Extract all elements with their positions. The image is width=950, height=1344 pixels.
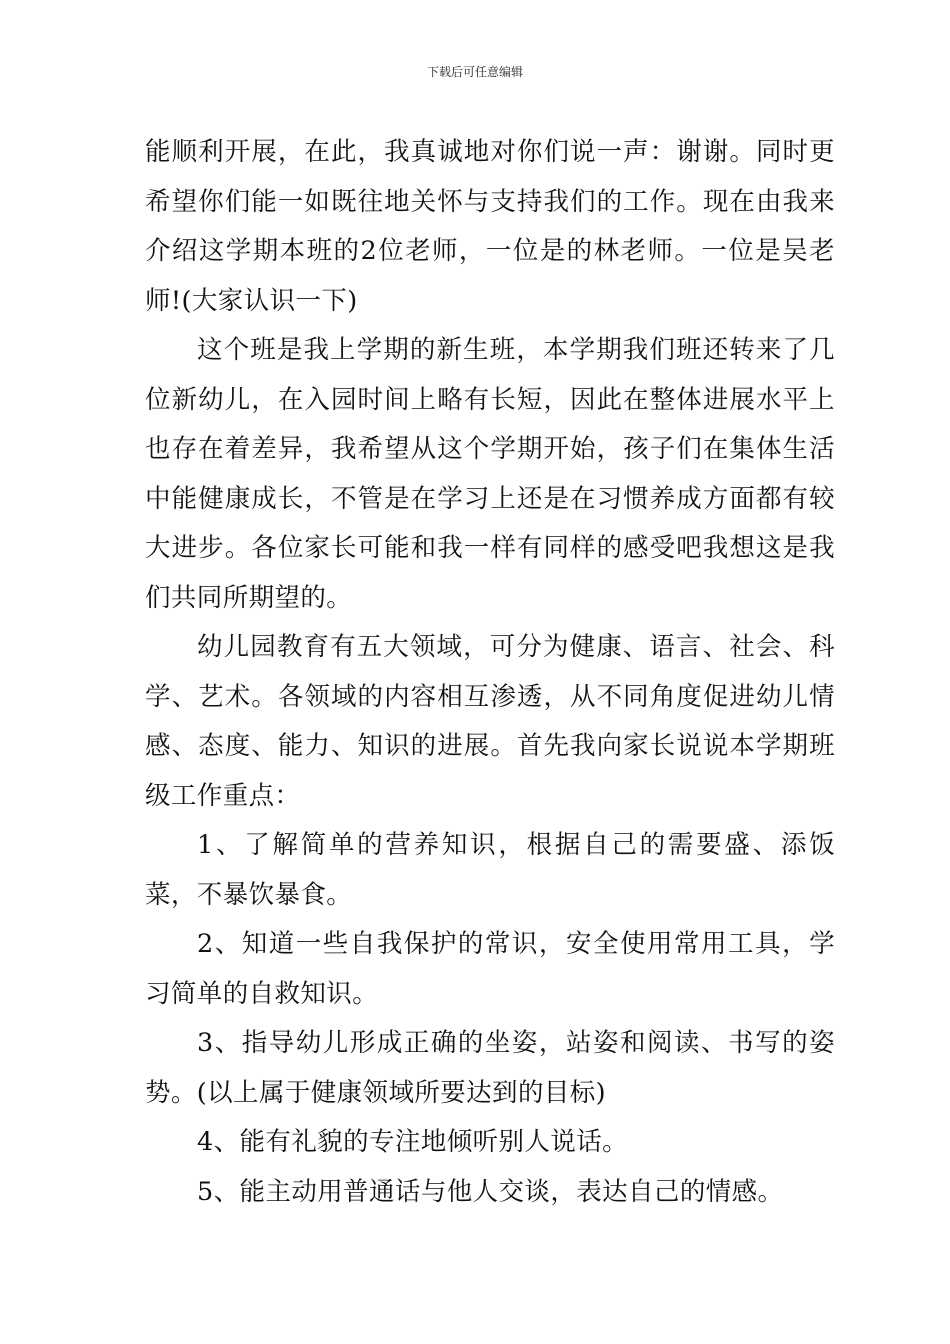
list-item-3: 3、指导幼儿形成正确的坐姿，站姿和阅读、书写的姿势。(以上属于健康领域所要达到的目标)	[145, 1028, 835, 1108]
list-item-1: 1、了解简单的营养知识，根据自己的需要盛、添饭菜，不暴饮暴食。	[145, 830, 835, 910]
paragraph-1: 能顺利开展，在此，我真诚地对你们说一声：谢谢。同时更希望你们能一如既往地关怀与支持我们的工作。现在由我来介绍这学期本班的2位老师，一位是的林老师。一位是吴老师!(大家认识一下)	[145, 137, 835, 316]
paragraph-2: 这个班是我上学期的新生班，本学期我们班还转来了几位新幼儿，在入园时间上略有长短，因此在整体进展水平上也存在着差异，我希望从这个学期开始，孩子们在集体生活中能健康成长，不管是在学习上还是在习惯养成方面都有较大进步。各位家长可能和我一样有同样的感受吧我想这是我们共同所期望的。	[145, 335, 835, 613]
list-item-4: 4、能有礼貌的专注地倾听别人说话。	[197, 1127, 629, 1157]
list-item-5: 5、能主动用普通话与他人交谈，表达自己的情感。	[197, 1176, 784, 1207]
list-item-2: 2、知道一些自我保护的常识，安全使用常用工具，学习简单的自救知识。	[145, 929, 835, 1009]
document-body	[145, 128, 835, 1217]
paragraph-3: 幼儿园教育有五大领域，可分为健康、语言、社会、科学、艺术。各领域的内容相互渗透，从不同角度促进幼儿情感、态度、能力、知识的进展。首先我向家长说说本学期班级工作重点：	[145, 632, 835, 811]
page-header: 下载后可任意编辑	[426, 65, 523, 79]
